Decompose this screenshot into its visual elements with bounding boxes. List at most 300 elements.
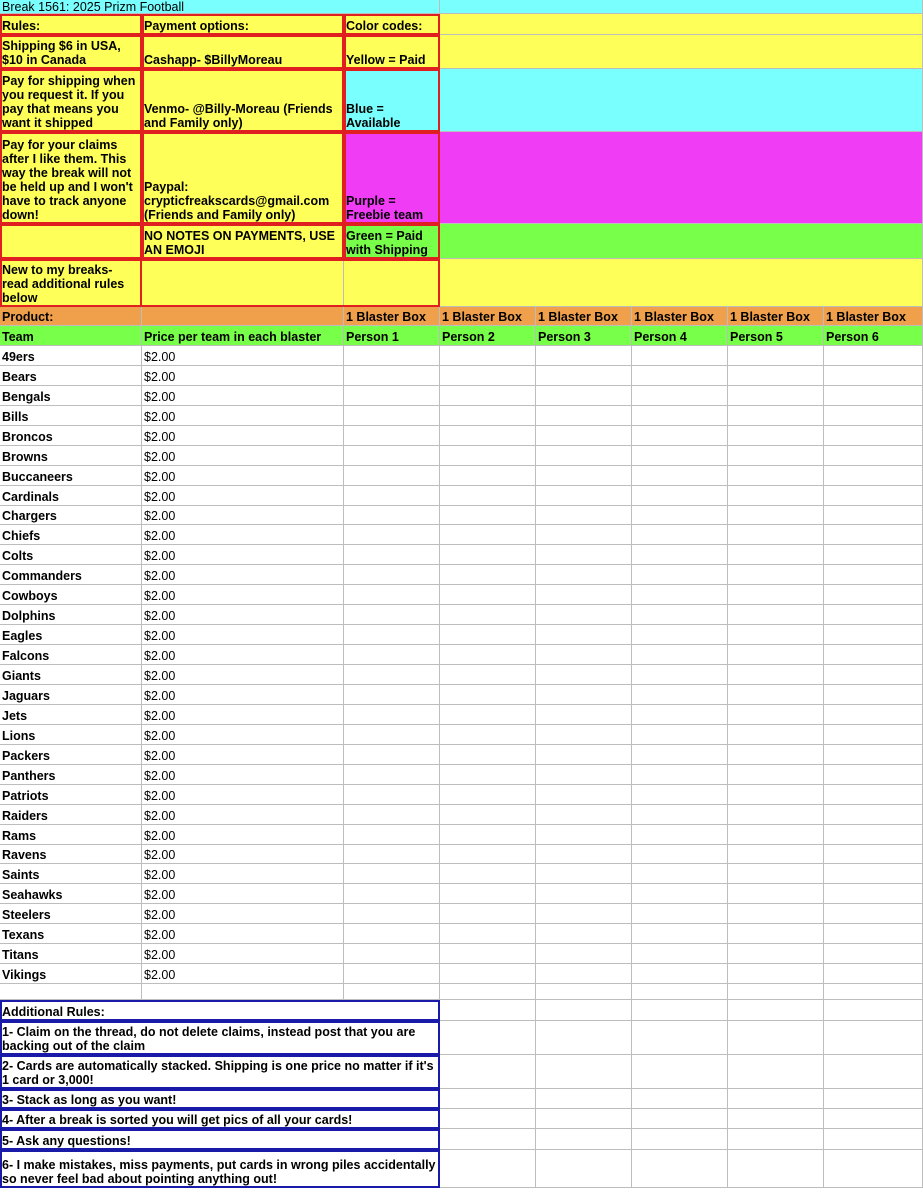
empty-cell[interactable] (440, 1150, 536, 1188)
claim-cell[interactable] (632, 506, 728, 525)
claim-cell[interactable] (536, 406, 632, 426)
team-price-cell[interactable] (142, 944, 344, 964)
empty-cell[interactable] (440, 1089, 536, 1109)
claim-cell[interactable] (824, 446, 923, 466)
claim-cell[interactable] (632, 924, 728, 944)
team-name-cell[interactable] (0, 565, 142, 585)
claim-cell[interactable] (632, 346, 728, 366)
additional-rule-item[interactable] (0, 1150, 440, 1188)
claim-cell[interactable] (440, 805, 536, 825)
claim-cell[interactable] (536, 625, 632, 645)
color-code-cell[interactable] (344, 35, 440, 69)
team-name-cell[interactable] (0, 366, 142, 386)
empty-cell[interactable] (536, 1021, 632, 1055)
payment-cell[interactable] (142, 69, 344, 132)
empty-cell[interactable] (632, 984, 728, 1000)
claim-cell[interactable] (536, 466, 632, 486)
claim-cell[interactable] (632, 845, 728, 864)
claim-cell[interactable] (440, 406, 536, 426)
claim-cell[interactable] (344, 725, 440, 745)
additional-rule-item[interactable] (0, 1089, 440, 1109)
product-fill[interactable] (142, 307, 344, 326)
claim-cell[interactable] (536, 545, 632, 565)
claim-cell[interactable] (344, 944, 440, 964)
claim-cell[interactable] (824, 864, 923, 884)
claim-cell[interactable] (440, 625, 536, 645)
claim-cell[interactable] (632, 545, 728, 565)
person-column-header-4[interactable] (632, 326, 728, 346)
info-row-fill[interactable] (440, 132, 923, 224)
claim-cell[interactable] (824, 964, 923, 984)
claim-cell[interactable] (728, 825, 824, 845)
claim-cell[interactable] (344, 645, 440, 665)
claim-cell[interactable] (728, 446, 824, 466)
empty-cell[interactable] (728, 1109, 824, 1129)
claim-cell[interactable] (632, 705, 728, 725)
claim-cell[interactable] (824, 565, 923, 585)
person-column-header-5[interactable] (728, 326, 824, 346)
additional-rule-item[interactable] (0, 1021, 440, 1055)
empty-cell[interactable] (632, 1089, 728, 1109)
claim-cell[interactable] (536, 765, 632, 785)
team-price-cell[interactable] (142, 386, 344, 406)
rule-cell[interactable] (0, 132, 142, 224)
info-row-fill[interactable] (440, 224, 923, 259)
claim-cell[interactable] (632, 585, 728, 605)
claim-cell[interactable] (728, 845, 824, 864)
additional-rules-heading[interactable] (0, 1000, 440, 1021)
claim-cell[interactable] (824, 745, 923, 765)
team-price-cell[interactable] (142, 366, 344, 386)
claim-cell[interactable] (824, 625, 923, 645)
empty-cell[interactable] (344, 984, 440, 1000)
color-code-cell[interactable] (344, 69, 440, 132)
claim-cell[interactable] (824, 346, 923, 366)
claim-cell[interactable] (440, 785, 536, 805)
empty-cell[interactable] (536, 1150, 632, 1188)
claim-cell[interactable] (440, 825, 536, 845)
claim-cell[interactable] (344, 486, 440, 506)
claim-cell[interactable] (632, 825, 728, 845)
empty-cell[interactable] (728, 1089, 824, 1109)
team-price-cell[interactable] (142, 506, 344, 525)
claim-cell[interactable] (440, 506, 536, 525)
empty-cell[interactable] (824, 1000, 923, 1021)
team-price-cell[interactable] (142, 605, 344, 625)
team-price-cell[interactable] (142, 785, 344, 805)
empty-cell[interactable] (536, 1000, 632, 1021)
claim-cell[interactable] (728, 346, 824, 366)
claim-cell[interactable] (728, 366, 824, 386)
team-price-cell[interactable] (142, 964, 344, 984)
claim-cell[interactable] (728, 765, 824, 785)
claim-cell[interactable] (728, 924, 824, 944)
empty-cell[interactable] (728, 1055, 824, 1089)
claim-cell[interactable] (728, 426, 824, 446)
claim-cell[interactable] (728, 785, 824, 805)
claim-cell[interactable] (728, 665, 824, 685)
additional-rule-item[interactable] (0, 1129, 440, 1150)
claim-cell[interactable] (440, 964, 536, 984)
additional-rule-item[interactable] (0, 1109, 440, 1129)
claim-cell[interactable] (632, 525, 728, 545)
claim-cell[interactable] (632, 486, 728, 506)
team-name-cell[interactable] (0, 944, 142, 964)
team-price-cell[interactable] (142, 346, 344, 366)
claim-cell[interactable] (728, 486, 824, 506)
claim-cell[interactable] (344, 665, 440, 685)
claim-cell[interactable] (536, 645, 632, 665)
claim-cell[interactable] (344, 964, 440, 984)
claim-cell[interactable] (536, 486, 632, 506)
claim-cell[interactable] (536, 346, 632, 366)
team-name-cell[interactable] (0, 964, 142, 984)
empty-cell[interactable] (632, 1021, 728, 1055)
claim-cell[interactable] (536, 805, 632, 825)
claim-cell[interactable] (344, 366, 440, 386)
empty-cell[interactable] (440, 1000, 536, 1021)
color-code-cell[interactable] (344, 259, 440, 307)
claim-cell[interactable] (824, 705, 923, 725)
claim-cell[interactable] (824, 466, 923, 486)
team-column-header[interactable] (0, 326, 142, 346)
claim-cell[interactable] (824, 366, 923, 386)
claim-cell[interactable] (344, 466, 440, 486)
empty-cell[interactable] (728, 1000, 824, 1021)
claim-cell[interactable] (632, 725, 728, 745)
team-name-cell[interactable] (0, 625, 142, 645)
team-price-cell[interactable] (142, 904, 344, 924)
claim-cell[interactable] (440, 545, 536, 565)
claim-cell[interactable] (728, 864, 824, 884)
person-column-header-6[interactable] (824, 326, 923, 346)
claim-cell[interactable] (824, 525, 923, 545)
claim-cell[interactable] (440, 685, 536, 705)
claim-cell[interactable] (632, 785, 728, 805)
claim-cell[interactable] (728, 406, 824, 426)
claim-cell[interactable] (632, 904, 728, 924)
team-price-cell[interactable] (142, 725, 344, 745)
claim-cell[interactable] (632, 426, 728, 446)
claim-cell[interactable] (632, 884, 728, 904)
claim-cell[interactable] (440, 565, 536, 585)
claim-cell[interactable] (728, 525, 824, 545)
team-price-cell[interactable] (142, 585, 344, 605)
claim-cell[interactable] (824, 924, 923, 944)
team-name-cell[interactable] (0, 745, 142, 765)
team-price-cell[interactable] (142, 884, 344, 904)
claim-cell[interactable] (440, 725, 536, 745)
payment-cell[interactable] (142, 224, 344, 259)
person-column-header-2[interactable] (440, 326, 536, 346)
empty-cell[interactable] (440, 1021, 536, 1055)
team-name-cell[interactable] (0, 446, 142, 466)
team-price-cell[interactable] (142, 765, 344, 785)
claim-cell[interactable] (632, 605, 728, 625)
claim-cell[interactable] (440, 585, 536, 605)
product-box-6[interactable] (824, 307, 923, 326)
claim-cell[interactable] (728, 466, 824, 486)
claim-cell[interactable] (536, 506, 632, 525)
empty-cell[interactable] (824, 1021, 923, 1055)
claim-cell[interactable] (632, 745, 728, 765)
claim-cell[interactable] (824, 805, 923, 825)
claim-cell[interactable] (536, 366, 632, 386)
empty-cell[interactable] (440, 1055, 536, 1089)
claim-cell[interactable] (440, 446, 536, 466)
claim-cell[interactable] (728, 565, 824, 585)
claim-cell[interactable] (440, 845, 536, 864)
claim-cell[interactable] (440, 525, 536, 545)
claim-cell[interactable] (536, 884, 632, 904)
claim-cell[interactable] (728, 725, 824, 745)
claim-cell[interactable] (440, 366, 536, 386)
team-name-cell[interactable] (0, 525, 142, 545)
empty-cell[interactable] (440, 1129, 536, 1150)
claim-cell[interactable] (344, 605, 440, 625)
rules-header[interactable] (0, 14, 142, 35)
team-price-cell[interactable] (142, 924, 344, 944)
team-name-cell[interactable] (0, 904, 142, 924)
person-column-header-3[interactable] (536, 326, 632, 346)
team-price-cell[interactable] (142, 426, 344, 446)
claim-cell[interactable] (728, 964, 824, 984)
claim-cell[interactable] (440, 665, 536, 685)
claim-cell[interactable] (536, 904, 632, 924)
claim-cell[interactable] (824, 386, 923, 406)
team-name-cell[interactable] (0, 785, 142, 805)
team-name-cell[interactable] (0, 705, 142, 725)
claim-cell[interactable] (536, 426, 632, 446)
header-row-fill[interactable] (440, 14, 923, 35)
claim-cell[interactable] (344, 904, 440, 924)
claim-cell[interactable] (824, 685, 923, 705)
empty-cell[interactable] (536, 1129, 632, 1150)
team-price-cell[interactable] (142, 525, 344, 545)
claim-cell[interactable] (632, 864, 728, 884)
claim-cell[interactable] (440, 486, 536, 506)
team-price-cell[interactable] (142, 625, 344, 645)
claim-cell[interactable] (728, 904, 824, 924)
claim-cell[interactable] (632, 446, 728, 466)
claim-cell[interactable] (632, 944, 728, 964)
empty-cell[interactable] (824, 1109, 923, 1129)
claim-cell[interactable] (824, 944, 923, 964)
claim-cell[interactable] (440, 924, 536, 944)
team-price-cell[interactable] (142, 486, 344, 506)
rule-cell[interactable] (0, 259, 142, 307)
claim-cell[interactable] (728, 685, 824, 705)
empty-cell[interactable] (142, 984, 344, 1000)
claim-cell[interactable] (536, 845, 632, 864)
empty-cell[interactable] (824, 1055, 923, 1089)
claim-cell[interactable] (824, 426, 923, 446)
product-label[interactable] (0, 307, 142, 326)
claim-cell[interactable] (824, 605, 923, 625)
claim-cell[interactable] (824, 825, 923, 845)
claim-cell[interactable] (344, 545, 440, 565)
claim-cell[interactable] (344, 685, 440, 705)
claim-cell[interactable] (632, 645, 728, 665)
claim-cell[interactable] (824, 506, 923, 525)
claim-cell[interactable] (344, 805, 440, 825)
claim-cell[interactable] (824, 904, 923, 924)
empty-cell[interactable] (728, 1150, 824, 1188)
team-name-cell[interactable] (0, 765, 142, 785)
info-row-fill[interactable] (440, 35, 923, 69)
claim-cell[interactable] (536, 964, 632, 984)
team-name-cell[interactable] (0, 864, 142, 884)
claim-cell[interactable] (536, 446, 632, 466)
claim-cell[interactable] (728, 645, 824, 665)
claim-cell[interactable] (440, 745, 536, 765)
claim-cell[interactable] (728, 745, 824, 765)
info-row-fill[interactable] (440, 259, 923, 307)
empty-cell[interactable] (632, 1150, 728, 1188)
claim-cell[interactable] (344, 446, 440, 466)
claim-cell[interactable] (536, 705, 632, 725)
rule-cell[interactable] (0, 224, 142, 259)
team-price-cell[interactable] (142, 845, 344, 864)
claim-cell[interactable] (824, 845, 923, 864)
empty-cell[interactable] (728, 1021, 824, 1055)
team-name-cell[interactable] (0, 685, 142, 705)
empty-cell[interactable] (824, 1129, 923, 1150)
team-name-cell[interactable] (0, 406, 142, 426)
empty-cell[interactable] (440, 1109, 536, 1129)
info-row-fill[interactable] (440, 69, 923, 132)
person-column-header-1[interactable] (344, 326, 440, 346)
claim-cell[interactable] (440, 705, 536, 725)
payment-cell[interactable] (142, 35, 344, 69)
claim-cell[interactable] (536, 944, 632, 964)
team-price-cell[interactable] (142, 665, 344, 685)
claim-cell[interactable] (440, 346, 536, 366)
empty-cell[interactable] (728, 1129, 824, 1150)
team-name-cell[interactable] (0, 725, 142, 745)
claim-cell[interactable] (824, 785, 923, 805)
empty-cell[interactable] (632, 1000, 728, 1021)
claim-cell[interactable] (728, 625, 824, 645)
team-name-cell[interactable] (0, 506, 142, 525)
product-box-4[interactable] (632, 307, 728, 326)
additional-rule-item[interactable] (0, 1055, 440, 1089)
claim-cell[interactable] (440, 944, 536, 964)
claim-cell[interactable] (344, 525, 440, 545)
sheet-title[interactable] (0, 0, 440, 14)
claim-cell[interactable] (344, 406, 440, 426)
payment-cell[interactable] (142, 132, 344, 224)
claim-cell[interactable] (824, 585, 923, 605)
claim-cell[interactable] (536, 725, 632, 745)
claim-cell[interactable] (632, 565, 728, 585)
claim-cell[interactable] (632, 805, 728, 825)
claim-cell[interactable] (344, 506, 440, 525)
claim-cell[interactable] (344, 386, 440, 406)
team-name-cell[interactable] (0, 386, 142, 406)
team-name-cell[interactable] (0, 466, 142, 486)
team-price-cell[interactable] (142, 645, 344, 665)
product-box-1[interactable] (344, 307, 440, 326)
claim-cell[interactable] (440, 645, 536, 665)
claim-cell[interactable] (344, 585, 440, 605)
claim-cell[interactable] (728, 944, 824, 964)
team-name-cell[interactable] (0, 426, 142, 446)
claim-cell[interactable] (440, 426, 536, 446)
team-price-cell[interactable] (142, 805, 344, 825)
claim-cell[interactable] (536, 785, 632, 805)
team-price-cell[interactable] (142, 406, 344, 426)
claim-cell[interactable] (344, 785, 440, 805)
claim-cell[interactable] (632, 964, 728, 984)
claim-cell[interactable] (536, 665, 632, 685)
empty-cell[interactable] (536, 984, 632, 1000)
claim-cell[interactable] (728, 705, 824, 725)
claim-cell[interactable] (344, 864, 440, 884)
claim-cell[interactable] (824, 545, 923, 565)
empty-cell[interactable] (536, 1089, 632, 1109)
team-name-cell[interactable] (0, 346, 142, 366)
team-name-cell[interactable] (0, 605, 142, 625)
team-name-cell[interactable] (0, 645, 142, 665)
claim-cell[interactable] (440, 884, 536, 904)
claim-cell[interactable] (440, 605, 536, 625)
team-price-cell[interactable] (142, 565, 344, 585)
team-name-cell[interactable] (0, 585, 142, 605)
claim-cell[interactable] (536, 565, 632, 585)
empty-cell[interactable] (632, 1109, 728, 1129)
claim-cell[interactable] (632, 466, 728, 486)
empty-cell[interactable] (632, 1055, 728, 1089)
claim-cell[interactable] (632, 625, 728, 645)
price-column-header[interactable] (142, 326, 344, 346)
team-price-cell[interactable] (142, 466, 344, 486)
color-code-cell[interactable] (344, 224, 440, 259)
title-row-fill[interactable] (440, 0, 923, 14)
empty-cell[interactable] (536, 1055, 632, 1089)
claim-cell[interactable] (728, 605, 824, 625)
claim-cell[interactable] (536, 605, 632, 625)
empty-cell[interactable] (536, 1109, 632, 1129)
team-price-cell[interactable] (142, 825, 344, 845)
claim-cell[interactable] (344, 845, 440, 864)
claim-cell[interactable] (728, 585, 824, 605)
claim-cell[interactable] (344, 825, 440, 845)
claim-cell[interactable] (344, 565, 440, 585)
claim-cell[interactable] (632, 366, 728, 386)
team-price-cell[interactable] (142, 545, 344, 565)
claim-cell[interactable] (344, 924, 440, 944)
claim-cell[interactable] (728, 884, 824, 904)
team-name-cell[interactable] (0, 924, 142, 944)
claim-cell[interactable] (440, 864, 536, 884)
product-box-3[interactable] (536, 307, 632, 326)
claim-cell[interactable] (440, 904, 536, 924)
team-name-cell[interactable] (0, 545, 142, 565)
claim-cell[interactable] (632, 386, 728, 406)
team-name-cell[interactable] (0, 805, 142, 825)
product-box-2[interactable] (440, 307, 536, 326)
payment-cell[interactable] (142, 259, 344, 307)
team-price-cell[interactable] (142, 446, 344, 466)
empty-cell[interactable] (440, 984, 536, 1000)
empty-cell[interactable] (0, 984, 142, 1000)
claim-cell[interactable] (440, 466, 536, 486)
empty-cell[interactable] (824, 1150, 923, 1188)
team-name-cell[interactable] (0, 845, 142, 864)
rule-cell[interactable] (0, 69, 142, 132)
payment-header[interactable] (142, 14, 344, 35)
